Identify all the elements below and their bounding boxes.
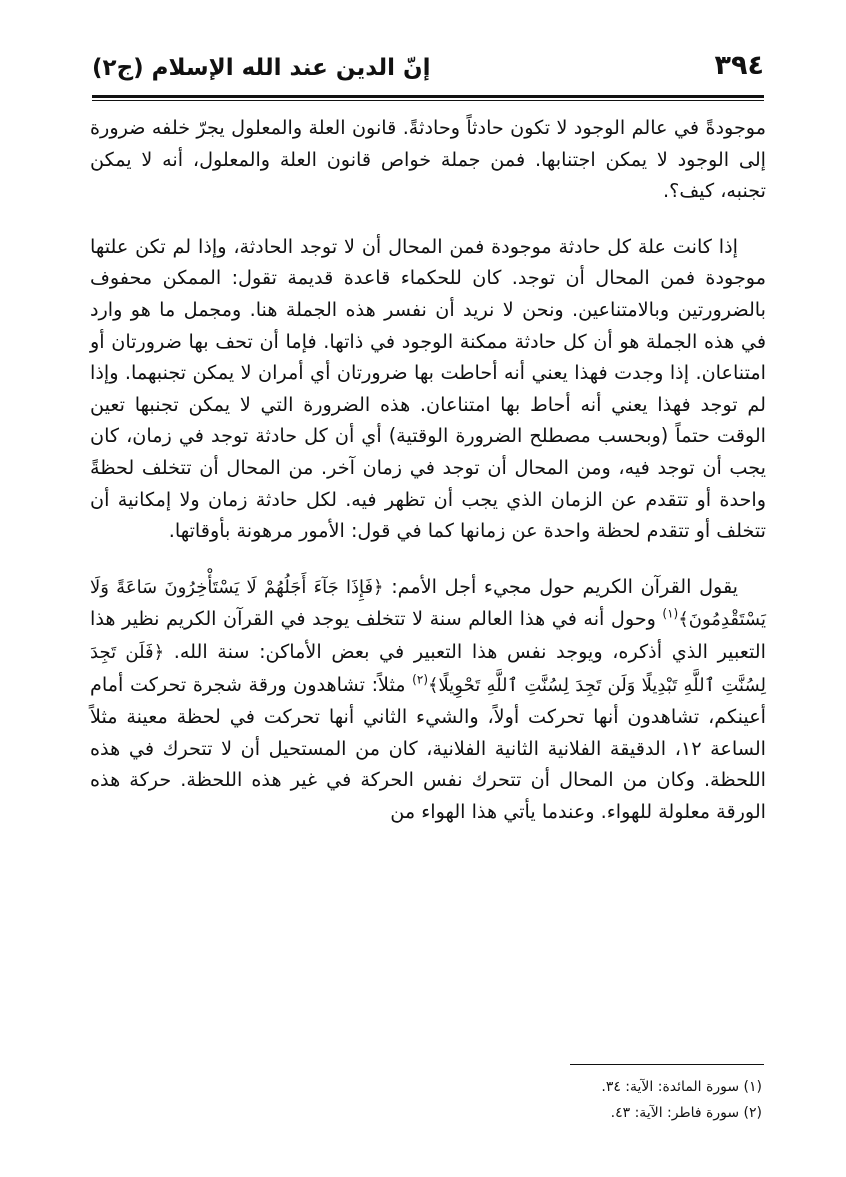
footnote-ref-1[interactable]: (١) (662, 606, 679, 621)
running-title: إنّ الدين عند الله الإسلام (ج٢) (92, 55, 431, 81)
footnote-ref-2[interactable]: (٢) (412, 672, 428, 687)
page-number: ٣٩٤ (714, 50, 764, 81)
body-text (90, 112, 766, 827)
footnote-1: (١) سورة المائدة: الآية: ٣٤. (601, 1079, 762, 1095)
footnote-separator (570, 1064, 764, 1065)
page-header (92, 48, 764, 92)
paragraph-3-end: مثلاً: تشاهدون ورقة شجرة تحركت أمام أعينكم، تشاهدون أنها تحركت أولاً، والشيء الثاني أنها تحركت في لحظة معينة مثلاً الساعة ١٢، الدقيقة الفلانية الثانية الفلانية، كان من المستحيل أن لا تتحرك في هذه اللحظة. وكان من المحال أن تتحرك نفس الحركة في غير هذه اللحظة. حركة هذه الورقة معلولة للهواء. وعندما يأتي هذا الهواء من (90, 672, 766, 823)
paragraph-3 (90, 571, 766, 828)
header-rule-thin (92, 100, 764, 101)
paragraph-3-middle: وحول أنه في هذا العالم سنة لا تتخلف يوجد في القرآن الكريم نظير هذا التعبير الذي أذكره، ويوجد نفس هذا التعبير في بعض الأماكن: سنة الله. (90, 607, 766, 663)
quran-verse-1: ﴿فَإِذَا جَآءَ أَجَلُهُمْ لَا يَسْتَأْخِرُونَ سَاعَةً وَلَا يَسْتَقْدِمُونَ﴾ (90, 576, 766, 631)
footnote-2: (٢) سورة فاطر: الآية: ٤٣. (610, 1105, 762, 1121)
paragraph-2: إذا كانت علة كل حادثة موجودة فمن المحال أن لا توجد الحادثة، وإذا لم تكن علتها موجودة فمن المحال أن توجد. كان للحكماء قاعدة قديمة تقول: الممكن محفوف بالضرورتين وبالامتناعين. ونحن لا نريد أن نفسر هذه الجملة هنا. ومجمل ما هو وارد في هذه الجملة هو أن كل حادثة ممكنة الوجود في ذاتها. فإما أن تحف بها ضرورتان أو امتناعان. إذا وجدت فهذا يعني أنه أحاطت بها ضرورتان أي أمران لا يمكن تجنبهما. وإذا لم توجد فهذا يعني أنه أحاط بها امتناعان. هذه الضرورة التي لا يمكن تجنبها تعين الوقت حتماً (وبحسب مصطلح الضرورة الوقتية) أي أن كل حادثة توجد في زمان، كان يجب أن توجد فيه، ومن المحال أن توجد في زمان آخر. من المحال أن تتخلف لحظةً واحدة أو تتقدم عن الزمان الذي يجب أن تظهر فيه. لكل حادثة زمان ولا إمكانية أن تتخلف أو تتقدم لحظة واحدة عن زمانها كما في قول: الأمور مرهونة بأوقاتها. (90, 234, 766, 543)
header-rule (92, 95, 764, 98)
paragraph-3-intro: يقول القرآن الكريم حول مجيء أجل الأمم: (383, 574, 738, 598)
footnotes (262, 1074, 762, 1126)
paragraph-1: موجودةً في عالم الوجود لا تكون حادثاً وحادثةً. قانون العلة والمعلول يجرّ خلفه ضرورة إلى الوجود لا يمكن اجتنابها. فمن جملة خواص قانون العلة والمعلول، أنه لا يمكن تجنبه، كيف؟. (90, 116, 766, 203)
quran-verse-2: ﴿فَلَن تَجِدَ لِسُنَّتِ ٱللَّهِ تَبْدِيلًا وَلَن تَجِدَ لِسُنَّتِ ٱللَّهِ تَحْوِيلًا﴾ (90, 641, 766, 696)
